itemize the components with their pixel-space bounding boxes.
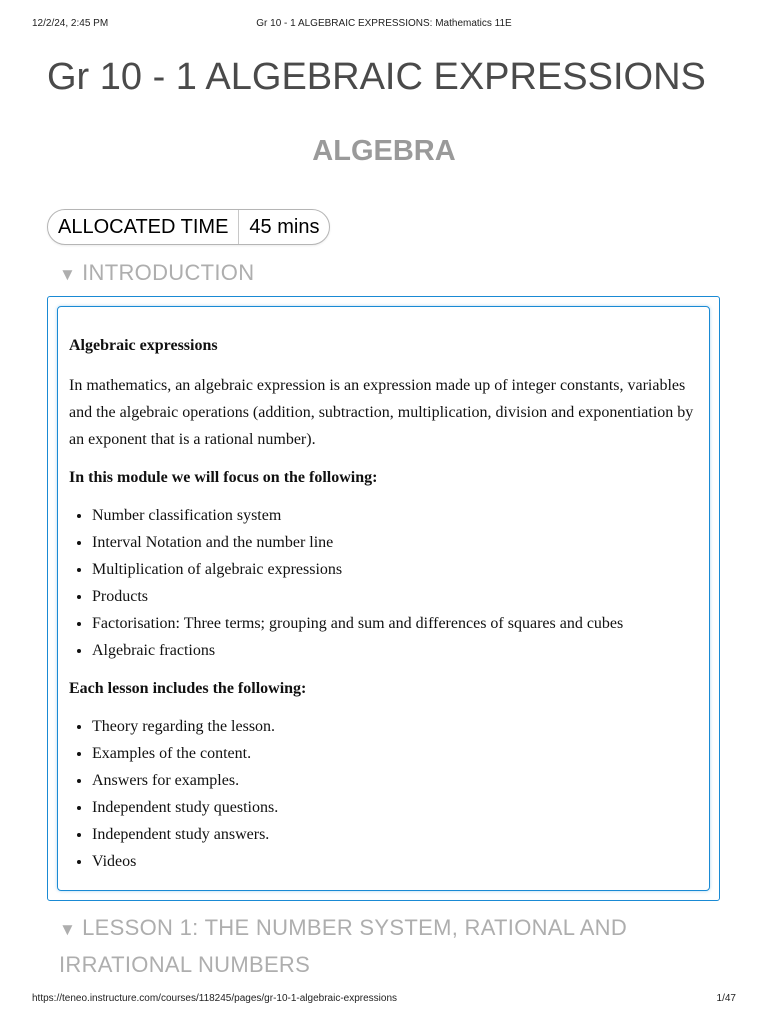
triangle-down-icon: ▼ bbox=[59, 920, 77, 939]
section-toggle-lesson-1[interactable] bbox=[59, 910, 679, 982]
list-item: • Theory regarding the lesson. bbox=[92, 713, 695, 740]
allocated-time-value: 45 mins bbox=[249, 216, 320, 238]
print-document-title: Gr 10 - 1 ALGEBRAIC EXPRESSIONS: Mathematics 11E bbox=[256, 18, 512, 29]
list-item: • Examples of the content. bbox=[92, 740, 695, 767]
list-item: • Algebraic fractions bbox=[92, 637, 695, 664]
section-title-lesson-1: LESSON 1: THE NUMBER SYSTEM, RATIONAL AND IRRATIONAL NUMBERS bbox=[59, 915, 628, 977]
print-url: https://teneo.instructure.com/courses/118245/pages/gr-10-1-algebraic-expressions bbox=[32, 993, 398, 1004]
content-heading: Algebraic expressions bbox=[69, 337, 218, 354]
print-header bbox=[32, 18, 736, 32]
focus-list bbox=[69, 502, 695, 664]
list-item: • Products bbox=[92, 583, 695, 610]
focus-heading: In this module we will focus on the following: bbox=[69, 469, 378, 486]
page-title: Gr 10 - 1 ALGEBRAIC EXPRESSIONS bbox=[47, 56, 706, 98]
print-datetime: 12/2/24, 2:45 PM bbox=[32, 18, 109, 29]
introduction-content bbox=[69, 332, 695, 875]
introduction-content-box bbox=[57, 306, 710, 891]
list-item: • Factorisation: Three terms; grouping and sum and differences of squares and cubes bbox=[92, 610, 695, 637]
list-item: • Answers for examples. bbox=[92, 767, 695, 794]
content-paragraph: In mathematics, an algebraic expression is an expression made up of integer constants, variables and the algebraic operations (addition, subtraction, multiplication, division and exponentiation by an exponent that is a rational number). bbox=[69, 377, 694, 448]
subject-heading: ALGEBRA bbox=[312, 135, 456, 167]
lesson-includes-heading: Each lesson includes the following: bbox=[69, 680, 307, 697]
list-item: • Multiplication of algebraic expressions bbox=[92, 556, 695, 583]
triangle-down-icon: ▼ bbox=[59, 265, 77, 284]
list-item: • Videos bbox=[92, 848, 695, 875]
list-item: • Number classification system bbox=[92, 502, 695, 529]
list-item: • Independent study questions. bbox=[92, 794, 695, 821]
lesson-includes-list bbox=[69, 713, 695, 875]
page-number: 1/47 bbox=[716, 993, 736, 1004]
list-item: • Interval Notation and the number line bbox=[92, 529, 695, 556]
print-footer bbox=[32, 993, 736, 1004]
section-title-introduction: INTRODUCTION bbox=[82, 260, 255, 285]
section-toggle-introduction[interactable] bbox=[59, 260, 254, 286]
list-item: • Independent study answers. bbox=[92, 821, 695, 848]
allocated-time-label: ALLOCATED TIME bbox=[48, 210, 239, 244]
introduction-panel bbox=[47, 296, 720, 901]
allocated-time-pill bbox=[47, 209, 330, 245]
